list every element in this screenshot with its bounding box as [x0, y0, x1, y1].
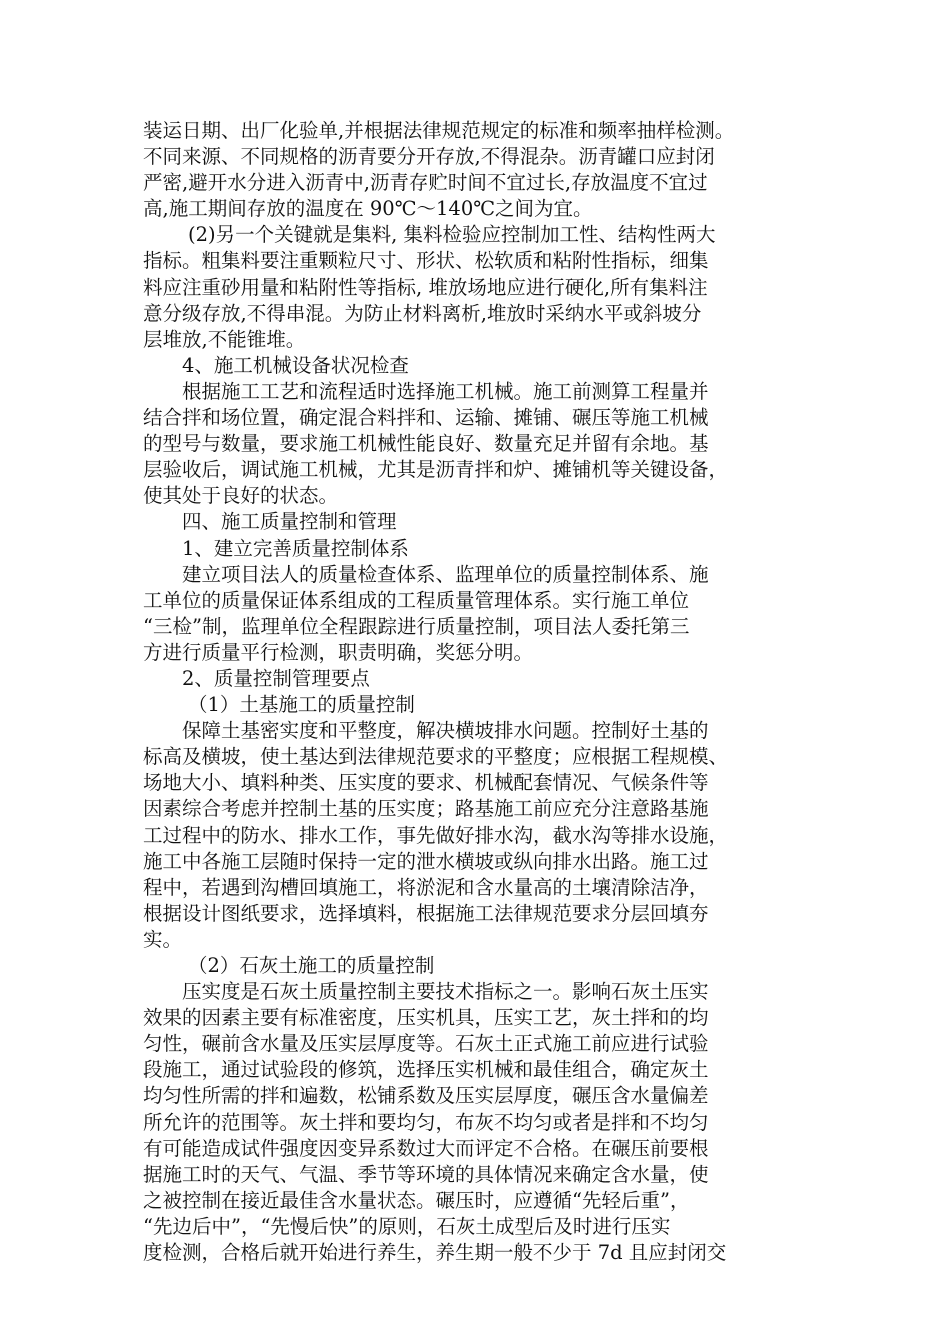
text-line: 层验收后，调试施工机械，尤其是沥青拌和炉、摊铺机等关键设备， [143, 458, 729, 482]
text-line: 4、施工机械设备状况检查 [182, 353, 409, 377]
text-line: 工过程中的防水、排水工作，事先做好排水沟，截水沟等排水设施， [143, 823, 729, 847]
text-line: （2）石灰土施工的质量控制 [188, 954, 435, 977]
text-line: 根据施工工艺和流程适时选择施工机械。施工前测算工程量并 [182, 379, 709, 403]
text-line: 场地大小、填料种类、压实度的要求、机械配套情况、气候条件等 [143, 771, 709, 795]
text-line: 匀性，碾前含水量及压实层厚度等。石灰土正式施工前应进行试验 [143, 1032, 709, 1056]
text-line: 之被控制在接近最佳含水量状态。碾压时，应遵循“先轻后重”， [143, 1188, 690, 1212]
text-line: 度检测，合格后就开始进行养生，养生期一般不少于 7d 且应封闭交 [143, 1241, 727, 1265]
text-line: 段施工，通过试验段的修筑，选择压实机械和最佳组合，确定灰土 [143, 1058, 709, 1082]
text-line: 使其处于良好的状态。 [143, 484, 339, 508]
text-line: 结合拌和场位置，确定混合料拌和、运输、摊铺、碾压等施工机械 [143, 406, 709, 430]
text-line: （1）土基施工的质量控制 [188, 693, 415, 717]
text-line: 施工中各施工层随时保持一定的泄水横坡或纵向排水出路。施工过 [143, 849, 709, 873]
text-line: 不同来源、不同规格的沥青要分开存放,不得混杂。沥青罐口应封闭 [143, 145, 715, 169]
text-line: (2)另一个关键就是集料, 集料检验应控制加工性、结构性两大 [188, 223, 716, 247]
text-line: 高,施工期间存放的温度在 90℃～140℃之间为宜。 [143, 197, 593, 221]
text-line: 标高及横坡，使土基达到法律规范要求的平整度；应根据工程规模、 [143, 745, 729, 769]
text-line: 1、建立完善质量控制体系 [182, 536, 409, 560]
text-line: 建立项目法人的质量检查体系、监理单位的质量控制体系、施 [182, 562, 709, 586]
text-line: “三检”制，监理单位全程跟踪进行质量控制，项目法人委托第三 [143, 614, 690, 638]
text-line: 效果的因素主要有标准密度，压实机具，压实工艺，灰土拌和的均 [143, 1006, 709, 1030]
text-line: 料应注重砂用量和粘附性等指标, 堆放场地应进行硬化,所有集料注 [143, 275, 708, 299]
text-line: 保障土基密实度和平整度，解决横坡排水问题。控制好土基的 [182, 719, 709, 743]
text-line: 意分级存放,不得串混。为防止材料离析,堆放时采纳水平或斜坡分 [143, 301, 702, 325]
text-line: “先边后中”，“先慢后快”的原则，石灰土成型后及时进行压实 [143, 1214, 671, 1238]
text-line: 根据设计图纸要求，选择填料，根据施工法律规范要求分层回填夯 [143, 901, 709, 925]
text-line: 层堆放,不能锥堆。 [143, 327, 306, 351]
text-line: 方进行质量平行检测，职责明确，奖惩分明。 [143, 640, 534, 664]
text-line: 2、质量控制管理要点 [182, 666, 370, 690]
text-line: 均匀性所需的拌和遍数，松铺系数及压实层厚度，碾压含水量偏差 [143, 1084, 709, 1108]
text-line: 程中，若遇到沟槽回填施工，将淤泥和含水量高的土壤清除洁净， [143, 875, 709, 899]
text-line: 严密,避开水分进入沥青中,沥青存贮时间不宜过长,存放温度不宜过 [143, 171, 708, 195]
text-line: 因素综合考虑并控制土基的压实度；路基施工前应充分注意路基施 [143, 797, 709, 821]
text-line: 有可能造成试件强度因变异系数过大而评定不合格。在碾压前要根 [143, 1136, 709, 1160]
text-line: 所允许的范围等。灰土拌和要均匀，布灰不均匀或者是拌和不均匀 [143, 1110, 709, 1134]
text-line: 压实度是石灰土质量控制主要技术指标之一。影响石灰土压实 [182, 980, 709, 1004]
text-line: 据施工时的天气、气温、季节等环境的具体情况来确定含水量，使 [143, 1162, 709, 1186]
text-line: 装运日期、出厂化验单,并根据法律规范规定的标准和频率抽样检测。 [143, 119, 735, 142]
text-line: 四、施工质量控制和管理 [182, 510, 397, 534]
document-body [143, 118, 811, 1266]
text-line: 指标。粗集料要注重颗粒尺寸、形状、松软质和粘附性指标，细集 [143, 249, 709, 273]
text-line: 的型号与数量，要求施工机械性能良好、数量充足并留有余地。基 [143, 432, 709, 456]
text-line: 工单位的质量保证体系组成的工程质量管理体系。实行施工单位 [143, 588, 690, 612]
text-line: 实。 [143, 927, 183, 951]
